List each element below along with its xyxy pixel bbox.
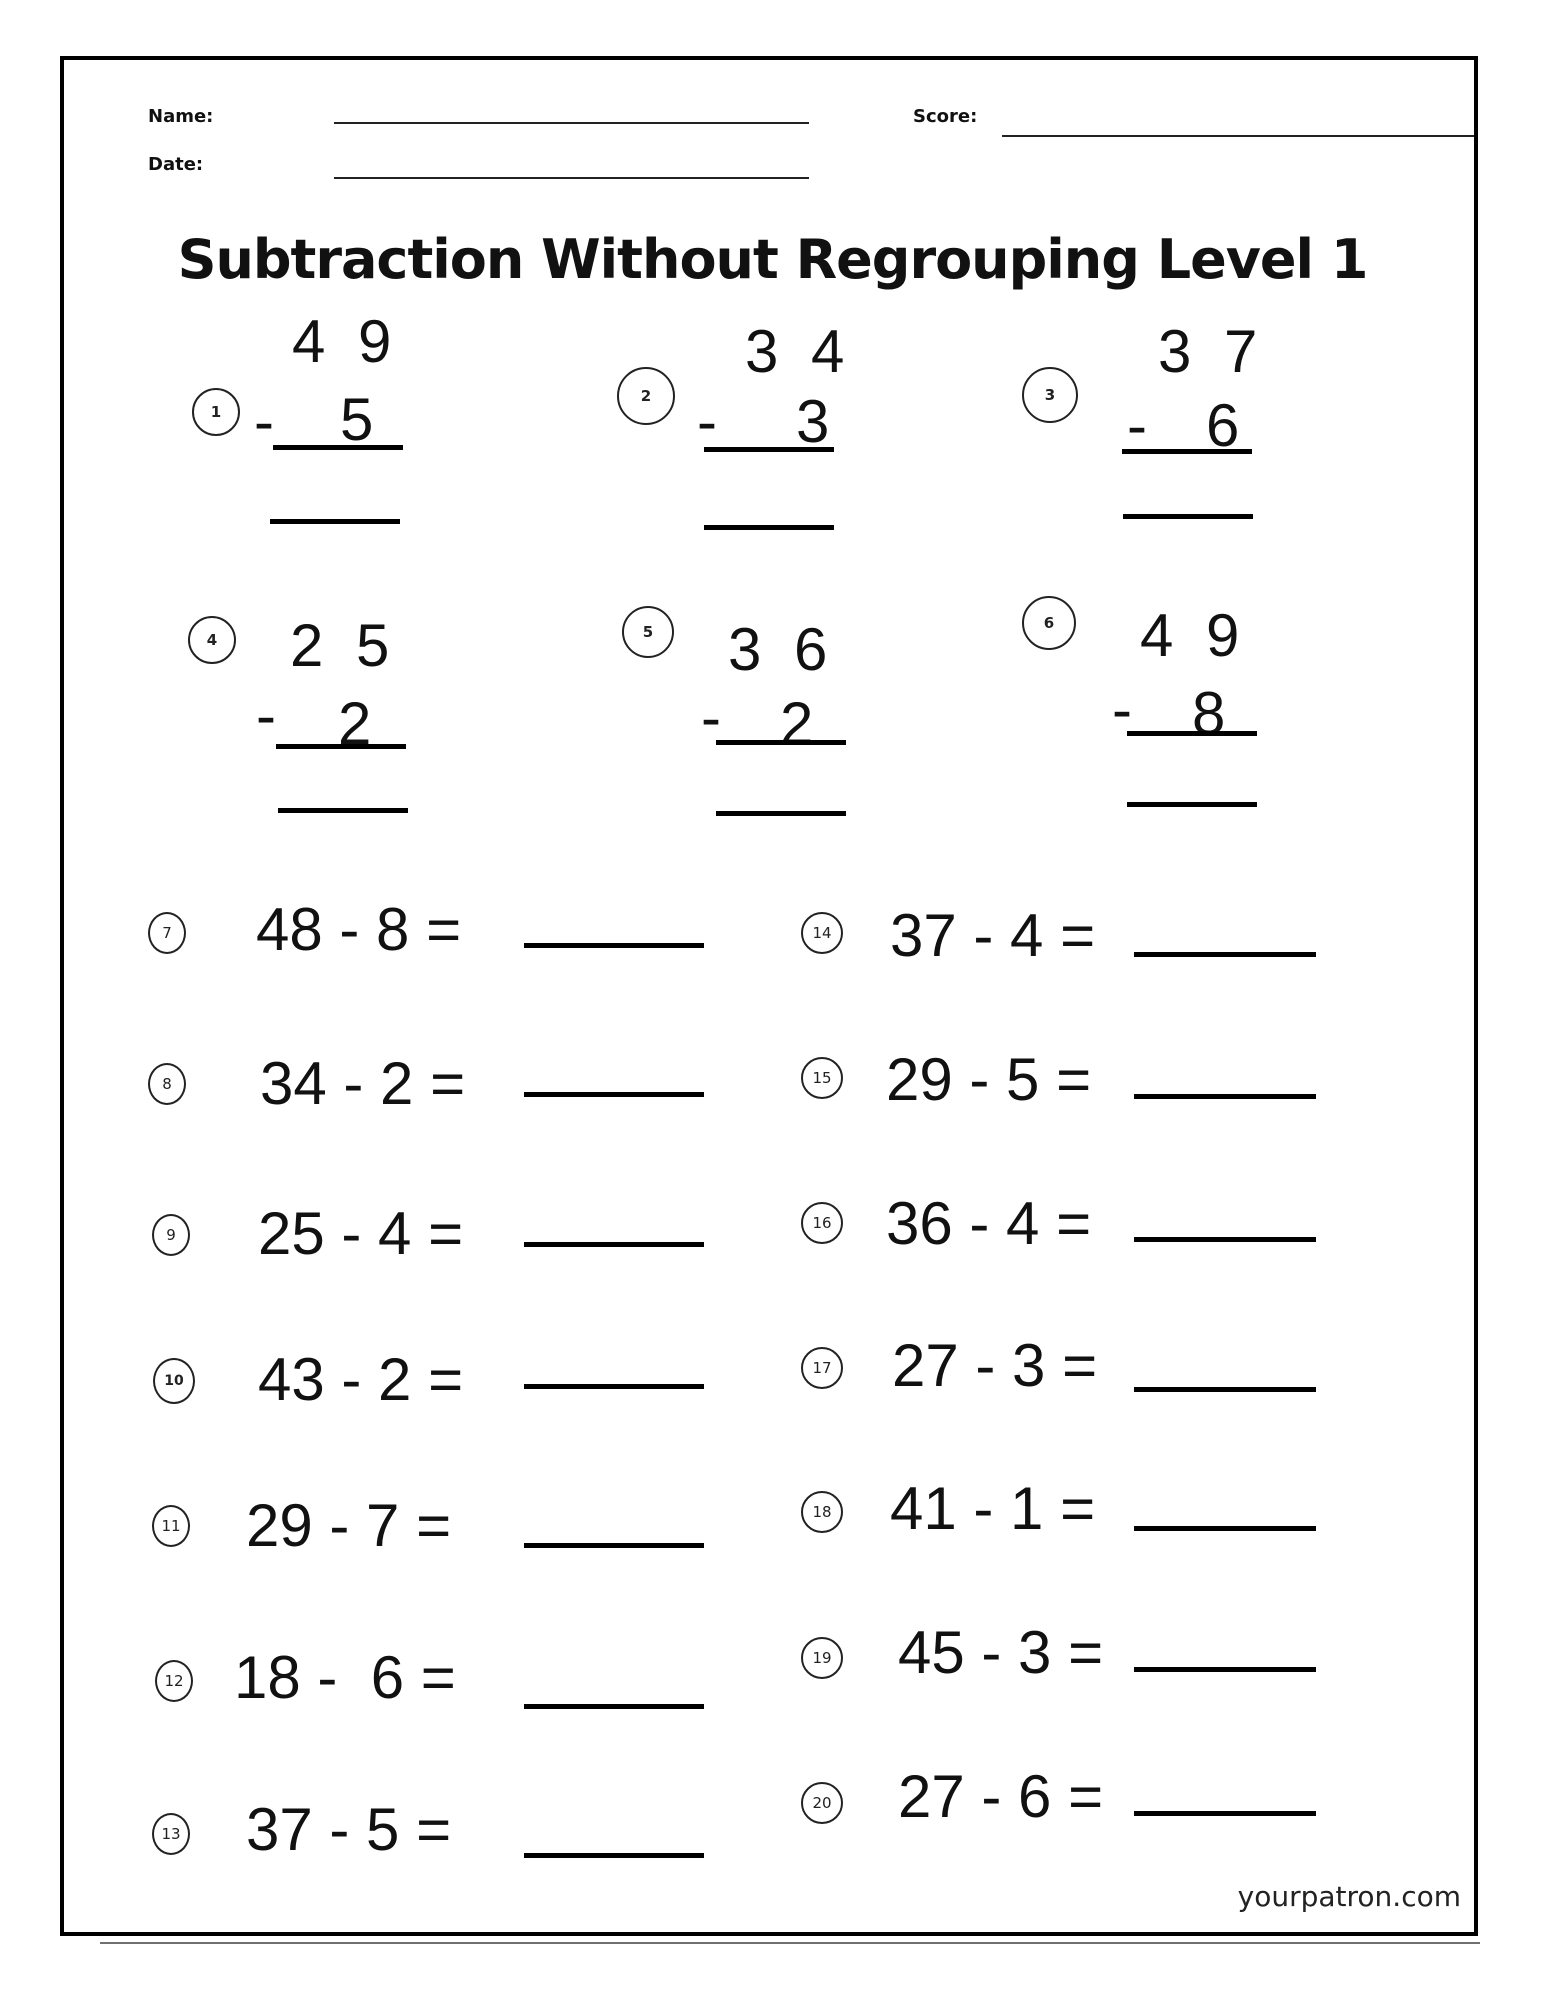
subtraction-bar <box>1122 449 1252 454</box>
subtraction-bar <box>276 744 406 749</box>
minus-sign: - <box>701 684 721 751</box>
answer-line[interactable] <box>524 1853 704 1858</box>
equation: 29 - 7 = <box>246 1492 452 1559</box>
name-label: Name: <box>148 106 214 127</box>
minuend: 4 9 <box>292 308 400 375</box>
problem-number-badge: 11 <box>152 1505 190 1547</box>
minuend: 3 6 <box>728 616 836 683</box>
answer-line[interactable] <box>1134 1094 1316 1099</box>
problem-number-badge: 18 <box>801 1491 843 1533</box>
problem-number-badge: 5 <box>622 606 674 658</box>
subtrahend: 3 <box>796 388 838 455</box>
answer-line[interactable] <box>704 525 834 530</box>
worksheet-title: Subtraction Without Regrouping Level 1 <box>177 228 1368 291</box>
answer-line[interactable] <box>524 1704 704 1709</box>
answer-line[interactable] <box>278 808 408 813</box>
answer-line[interactable] <box>524 1092 704 1097</box>
equation: 18 - 6 = <box>234 1644 456 1711</box>
problem-number-badge: 10 <box>153 1358 195 1404</box>
answer-line[interactable] <box>1134 1526 1316 1531</box>
date-label: Date: <box>148 154 204 175</box>
problem-number-badge: 3 <box>1022 367 1078 423</box>
answer-line[interactable] <box>524 1242 704 1247</box>
equation: 29 - 5 = <box>886 1046 1092 1113</box>
equation: 27 - 3 = <box>892 1332 1098 1399</box>
problem-number-badge: 1 <box>192 388 240 436</box>
subtrahend: 5 <box>340 386 382 453</box>
subtrahend: 6 <box>1206 392 1248 459</box>
problem-number-badge: 14 <box>801 912 843 954</box>
name-input-line[interactable] <box>334 122 809 124</box>
minuend: 2 5 <box>290 612 398 679</box>
footer-site-link[interactable]: yourpatron.com <box>1237 1880 1461 1913</box>
minus-sign: - <box>256 682 276 749</box>
score-label: Score: <box>913 106 978 127</box>
answer-line[interactable] <box>270 519 400 524</box>
answer-line[interactable] <box>524 1384 704 1389</box>
answer-line[interactable] <box>1134 1387 1316 1392</box>
answer-line[interactable] <box>716 811 846 816</box>
equation: 27 - 6 = <box>898 1763 1104 1830</box>
problem-number-badge: 15 <box>801 1057 843 1099</box>
problem-number-badge: 7 <box>148 912 186 954</box>
problem-number-badge: 19 <box>801 1637 843 1679</box>
subtraction-bar <box>716 740 846 745</box>
equation: 45 - 3 = <box>898 1619 1104 1686</box>
minus-sign: - <box>697 388 717 455</box>
date-input-line[interactable] <box>334 177 809 179</box>
subtrahend: 2 <box>338 690 380 757</box>
subtraction-bar <box>704 447 834 452</box>
subtrahend: 2 <box>780 690 822 757</box>
problem-number-badge: 6 <box>1022 596 1076 650</box>
equation: 34 - 2 = <box>260 1050 466 1117</box>
problem-number-badge: 12 <box>155 1660 193 1702</box>
minus-sign: - <box>254 388 274 455</box>
minuend: 3 4 <box>745 318 853 385</box>
answer-line[interactable] <box>524 943 704 948</box>
problem-number-badge: 2 <box>617 367 675 425</box>
answer-line[interactable] <box>1123 514 1253 519</box>
minuend: 4 9 <box>1140 602 1248 669</box>
equation: 43 - 2 = <box>258 1346 464 1413</box>
answer-line[interactable] <box>1134 1811 1316 1816</box>
minus-sign: - <box>1127 392 1147 459</box>
problem-number-badge: 4 <box>188 616 236 664</box>
minus-sign: - <box>1112 676 1132 743</box>
answer-line[interactable] <box>1134 1667 1316 1672</box>
problem-number-badge: 9 <box>152 1214 190 1256</box>
answer-line[interactable] <box>1127 802 1257 807</box>
answer-line[interactable] <box>524 1543 704 1548</box>
equation: 48 - 8 = <box>256 896 462 963</box>
equation: 37 - 5 = <box>246 1796 452 1863</box>
problem-number-badge: 13 <box>152 1813 190 1855</box>
equation: 25 - 4 = <box>258 1200 464 1267</box>
problem-number-badge: 8 <box>148 1063 186 1105</box>
problem-number-badge: 20 <box>801 1782 843 1824</box>
subtrahend: 8 <box>1192 680 1234 747</box>
border-sketch-line <box>100 1942 1480 1944</box>
score-input-line[interactable] <box>1002 135 1474 137</box>
equation: 41 - 1 = <box>890 1475 1096 1542</box>
subtraction-bar <box>273 445 403 450</box>
subtraction-bar <box>1127 731 1257 736</box>
equation: 36 - 4 = <box>886 1190 1092 1257</box>
equation: 37 - 4 = <box>890 902 1096 969</box>
answer-line[interactable] <box>1134 952 1316 957</box>
minuend: 3 7 <box>1158 318 1266 385</box>
answer-line[interactable] <box>1134 1237 1316 1242</box>
problem-number-badge: 16 <box>801 1202 843 1244</box>
problem-number-badge: 17 <box>801 1347 843 1389</box>
